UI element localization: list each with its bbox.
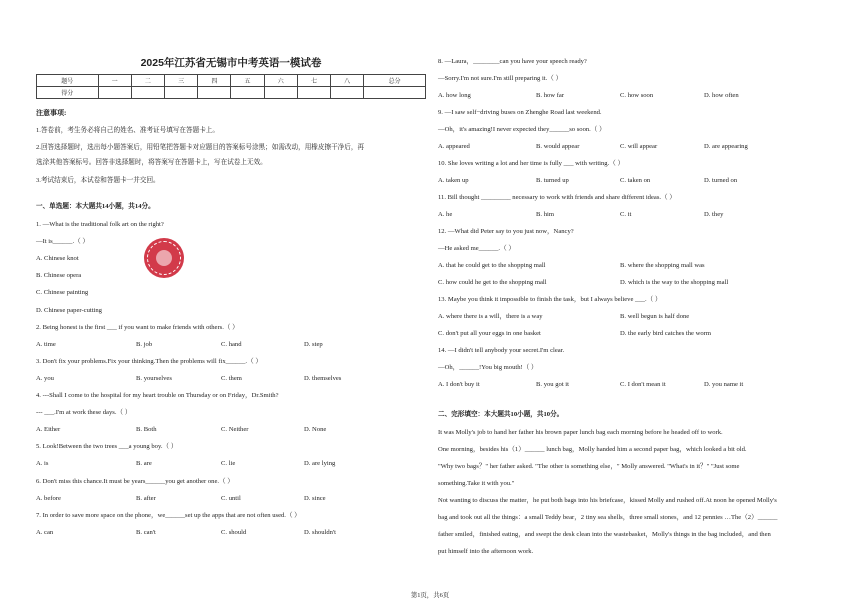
answer-option: D. turned on <box>704 177 738 184</box>
note-item: 1.答卷前，考生务必将自己的姓名、准考证号填写在答题卡上。 <box>36 127 219 134</box>
score-header-cell: 八 <box>331 75 364 87</box>
answer-option: D. you name it <box>704 381 744 388</box>
score-cell <box>131 87 164 99</box>
answer-option: C. should <box>221 528 247 536</box>
answer-option: A. can <box>36 528 54 536</box>
answer-option: B. Both <box>136 426 157 434</box>
score-cell <box>98 87 131 99</box>
answer-option: B. after <box>136 494 156 502</box>
question-stem: 14. —I didn't tell anybody your secret.I'm clear. <box>438 347 565 354</box>
section-heading-single-choice: 一、单选题：本大题共14小题，共14分。 <box>36 203 155 210</box>
answer-option: B. you got it <box>536 381 569 388</box>
note-item: 2.回答选择题时，选出每小题答案后，用铅笔把答题卡对应题目的答案标号涂黑；如需改动，用橡皮擦干净后，再 <box>36 144 365 151</box>
question-stem: —Sorry.I'm not sure.I'm still preparing it.（ ） <box>438 75 563 82</box>
answer-option: A. appeared <box>438 143 470 150</box>
score-header-cell: 六 <box>264 75 297 87</box>
question-stem: 12. —What did Peter say to you just now，Nancy? <box>438 228 574 235</box>
answer-option: A. I don't buy it <box>438 381 480 388</box>
answer-option: B. him <box>536 211 554 218</box>
answer-option: A. is <box>36 460 49 468</box>
score-cell <box>231 87 264 99</box>
passage-line: It was Molly's job to hand her father his brown paper lunch bag each morning before he headed off to work. <box>438 429 723 436</box>
answer-option: A. taken up <box>438 177 469 184</box>
answer-option: D. Chinese paper-cutting <box>36 306 102 314</box>
answer-option: C. it <box>620 211 632 218</box>
passage-line: put himself into the afternoon work. <box>438 548 534 555</box>
answer-option: C. how could he get to the shopping mall <box>438 279 547 286</box>
answer-option: A. how long <box>438 92 471 99</box>
question-stem: 5. Look!Between the two trees ___a young boy.（ ） <box>36 443 178 451</box>
notes-heading: 注意事项: <box>36 109 67 117</box>
score-row-label: 得分 <box>37 87 99 99</box>
answer-option: D. shouldn't <box>304 528 336 536</box>
answer-option: B. turned up <box>536 177 569 184</box>
question-stem: 1. —What is the traditional folk art on the right? <box>36 221 164 228</box>
answer-option: A. that he could get to the shopping mall <box>438 262 546 269</box>
answer-option: A. where there is a will，there is a way <box>438 313 543 320</box>
answer-option: B. can't <box>136 528 156 536</box>
answer-option: B. Chinese opera <box>36 272 82 280</box>
paper-cutting-image <box>144 238 184 278</box>
score-cell <box>264 87 297 99</box>
answer-option: C. will appear <box>620 143 658 150</box>
answer-option: C. lie <box>221 460 236 468</box>
section-heading-cloze: 二、完形填空：本大题共10小题，共10分。 <box>438 411 564 418</box>
answer-option: A. time <box>36 340 56 348</box>
note-item: 3.考试结束后，本试卷和答题卡一并交回。 <box>36 177 160 184</box>
answer-option: D. they <box>704 211 724 218</box>
passage-line: Not wanting to discuss the matter，he put both bags into his briefcase，kissed Molly and rushed off.At noon he opened Molly's <box>438 497 777 504</box>
answer-option: D. themselves <box>304 374 342 382</box>
question-stem: 10. She loves writing a lot and her time is fully ___ with writing.（ ） <box>438 160 625 167</box>
answer-option: C. taken on <box>620 177 651 184</box>
answer-option: B. are <box>136 460 152 468</box>
answer-option: C. them <box>221 374 242 382</box>
answer-option: D. None <box>304 426 327 434</box>
question-stem: 13. Maybe you think it impossible to finish the task，but I always believe ___.（ ） <box>438 296 662 303</box>
answer-option: C. I don't mean it <box>620 381 666 388</box>
answer-option: B. where the shopping mall was <box>620 262 705 269</box>
answer-option: B. job <box>136 340 153 348</box>
answer-option: C. don't put all your eggs in one basket <box>438 330 541 337</box>
answer-option: C. until <box>221 494 241 502</box>
answer-option: A. you <box>36 374 54 382</box>
page-title: 2025年江苏省无锡市中考英语一模试卷 <box>140 57 322 69</box>
score-header-cell: 七 <box>297 75 330 87</box>
question-stem: --- ___.I'm at work these days.（ ） <box>36 409 132 417</box>
answer-option: D. are appearing <box>704 143 748 150</box>
score-cell <box>331 87 364 99</box>
question-stem: 3. Don't fix your problems.Fix your thinking.Then the problems will fix______.（ ） <box>36 357 262 365</box>
answer-option: B. yourselves <box>136 374 172 382</box>
question-stem: 8. —Laura，________can you have your speech ready? <box>438 58 587 65</box>
answer-option: D. are lying <box>304 460 336 468</box>
score-header-cell: 一 <box>98 75 131 87</box>
answer-option: B. well begun is half done <box>620 313 690 320</box>
question-stem: —It is______.（ ） <box>36 238 89 246</box>
question-stem: 11. Bill thought _________ necessary to work with friends and share different ideas.（ ） <box>438 194 676 201</box>
score-header-cell: 四 <box>198 75 231 87</box>
passage-line: "Why two bags？" her father asked. "The other is something else，" Molly answered. "What's in it？" "Just some <box>438 463 740 470</box>
note-item: 选涂其他答案标号。回答非选择题时，将答案写在答题卡上，写在试卷上无效。 <box>36 159 267 166</box>
answer-option: C. how soon <box>620 92 654 99</box>
score-header-cell: 二 <box>131 75 164 87</box>
score-table-header-row <box>37 75 426 87</box>
question-stem: 2. Being honest is the first ___ if you want to make friends with others.（ ） <box>36 323 239 331</box>
question-stem: —He asked me______.（ ） <box>438 245 515 252</box>
score-cell <box>364 87 426 99</box>
answer-option: D. the early bird catches the worm <box>620 330 711 337</box>
score-header-cell: 五 <box>231 75 264 87</box>
score-header-cell: 三 <box>165 75 198 87</box>
answer-option: A. he <box>438 211 453 218</box>
answer-option: B. how far <box>536 92 565 99</box>
passage-line: One morning，besides his（1）______ lunch bag，Molly handed him a second paper bag，which looked a bit old. <box>438 446 747 453</box>
answer-option: D. which is the way to the shopping mall <box>620 279 729 286</box>
score-table-score-row <box>37 87 426 99</box>
question-stem: —Oh，it's amazing!I never expected they______so soon.（ ） <box>438 126 606 133</box>
answer-option: C. hand <box>221 340 242 348</box>
answer-option: A. before <box>36 494 61 502</box>
answer-option: A. Either <box>36 426 61 434</box>
answer-option: D. step <box>304 340 323 348</box>
answer-option: A. Chinese knot <box>36 255 79 263</box>
score-cell <box>297 87 330 99</box>
question-stem: 9. —I saw self−driving buses on Zhenghe Road last weekend. <box>438 109 602 116</box>
score-header-cell: 题号 <box>37 75 99 87</box>
passage-line: something.Take it with you." <box>438 480 515 487</box>
question-stem: 7. In order to save more space on the phone，we______set up the apps that are not often used.（ ） <box>36 511 301 519</box>
answer-option: C. Chinese painting <box>36 289 89 297</box>
score-cell <box>198 87 231 99</box>
question-stem: —Oh，______!You big mouth!（ ） <box>438 364 538 371</box>
answer-option: B. would appear <box>536 143 580 150</box>
answer-option: D. since <box>304 494 326 502</box>
score-cell <box>165 87 198 99</box>
passage-line: father smiled，finished eating，and swept the desk clean into the wastebasket，Molly's things in the bag included，and then <box>438 531 771 538</box>
passage-line: bag and took out all the things：a small Teddy bear，2 tiny sea shells，three small stones，and 12 pennies …The（2）______ <box>438 514 778 521</box>
answer-option: C. Neither <box>221 426 249 434</box>
question-stem: 4. ---Shall I come to the hospital for my heart trouble on Thursday or on Friday，Dr.Smith? <box>36 392 279 399</box>
question-stem: 6. Don't miss this chance.It must be years______you get another one.（ ） <box>36 477 234 485</box>
score-header-cell: 总分 <box>364 75 426 87</box>
score-table <box>36 74 426 99</box>
answer-option: D. how often <box>704 92 739 99</box>
page-footer: 第1页，共6页 <box>410 592 450 599</box>
